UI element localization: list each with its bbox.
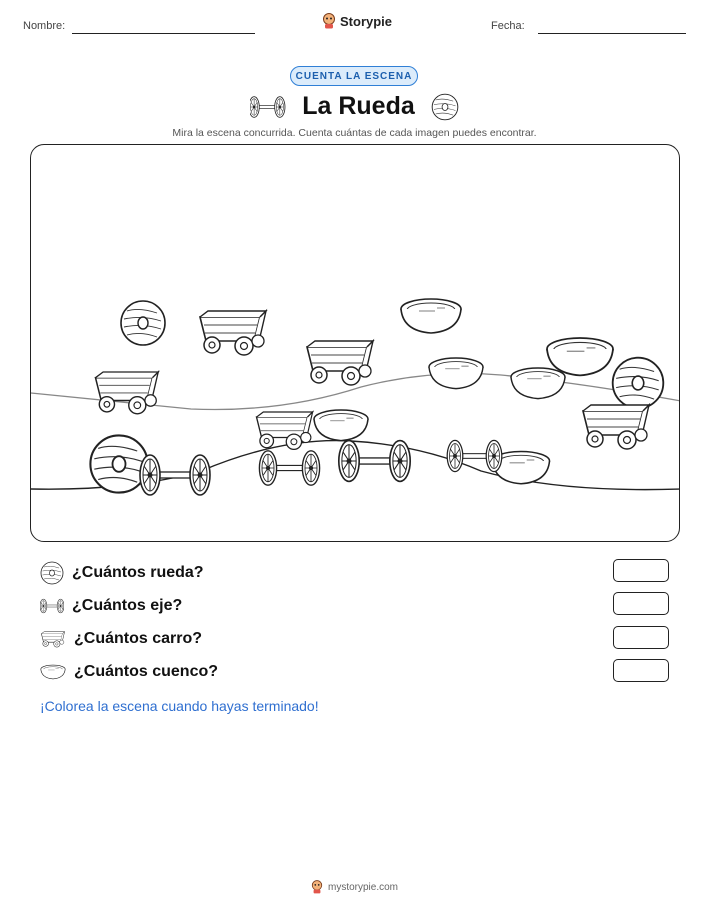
cart-1 [200, 311, 266, 355]
date-label: Fecha: [491, 20, 525, 32]
counting-scene [30, 144, 680, 542]
wheel-icon [40, 561, 64, 585]
wheel-2 [613, 358, 664, 409]
question-label: ¿Cuántos carro? [74, 630, 203, 647]
axle-icon [40, 596, 64, 616]
scene-illustration [31, 145, 680, 542]
question-bowl [40, 659, 218, 685]
cart-5 [583, 405, 649, 449]
bowl-icon [40, 663, 66, 681]
answer-box-wheel[interactable] [613, 559, 669, 582]
storypie-mascot-icon [311, 880, 323, 894]
footer [0, 880, 709, 894]
bowl-3 [429, 358, 483, 389]
wheel-1 [121, 301, 165, 345]
question-axle [40, 593, 182, 619]
brand-logo [322, 13, 392, 29]
storypie-mascot-icon [322, 13, 336, 29]
name-field[interactable] [72, 33, 255, 34]
question-label: ¿Cuántos eje? [72, 597, 183, 614]
name-label: Nombre: [23, 20, 66, 32]
bowl-1 [401, 299, 461, 333]
bowl-2 [547, 338, 613, 375]
instructions: Mira la escena concurrida. Cuenta cuántas de cada imagen puedes encontrar. [172, 127, 537, 139]
page-title: La Rueda [302, 92, 415, 120]
answer-box-cart[interactable] [613, 626, 669, 649]
bowl-5 [314, 410, 368, 441]
date-field[interactable] [538, 33, 686, 34]
cart-2 [307, 341, 373, 385]
brand-name: Storypie [340, 13, 393, 29]
title-row [0, 92, 709, 121]
cart-4 [257, 412, 313, 449]
cart-icon [40, 629, 66, 649]
footer-url[interactable]: mystorypie.com [327, 881, 398, 893]
answer-box-bowl[interactable] [613, 659, 669, 682]
axle-3 [339, 441, 410, 482]
color-instruction: ¡Colorea la escena cuando hayas terminado! [40, 698, 319, 714]
wheel-3 [90, 435, 147, 492]
axle-1 [140, 455, 210, 495]
question-wheel [40, 560, 204, 586]
question-label: ¿Cuántos rueda? [72, 564, 204, 581]
wheel-icon [431, 93, 459, 121]
question-cart [40, 626, 202, 652]
axle-icon [250, 95, 286, 119]
activity-badge: CUENTA LA ESCENA [290, 66, 418, 86]
answer-box-axle[interactable] [613, 592, 669, 615]
axle-2 [259, 451, 319, 485]
cart-3 [96, 372, 159, 414]
question-label: ¿Cuántos cuenco? [74, 663, 219, 680]
axle-4 [447, 440, 502, 471]
bowl-4 [511, 368, 565, 399]
